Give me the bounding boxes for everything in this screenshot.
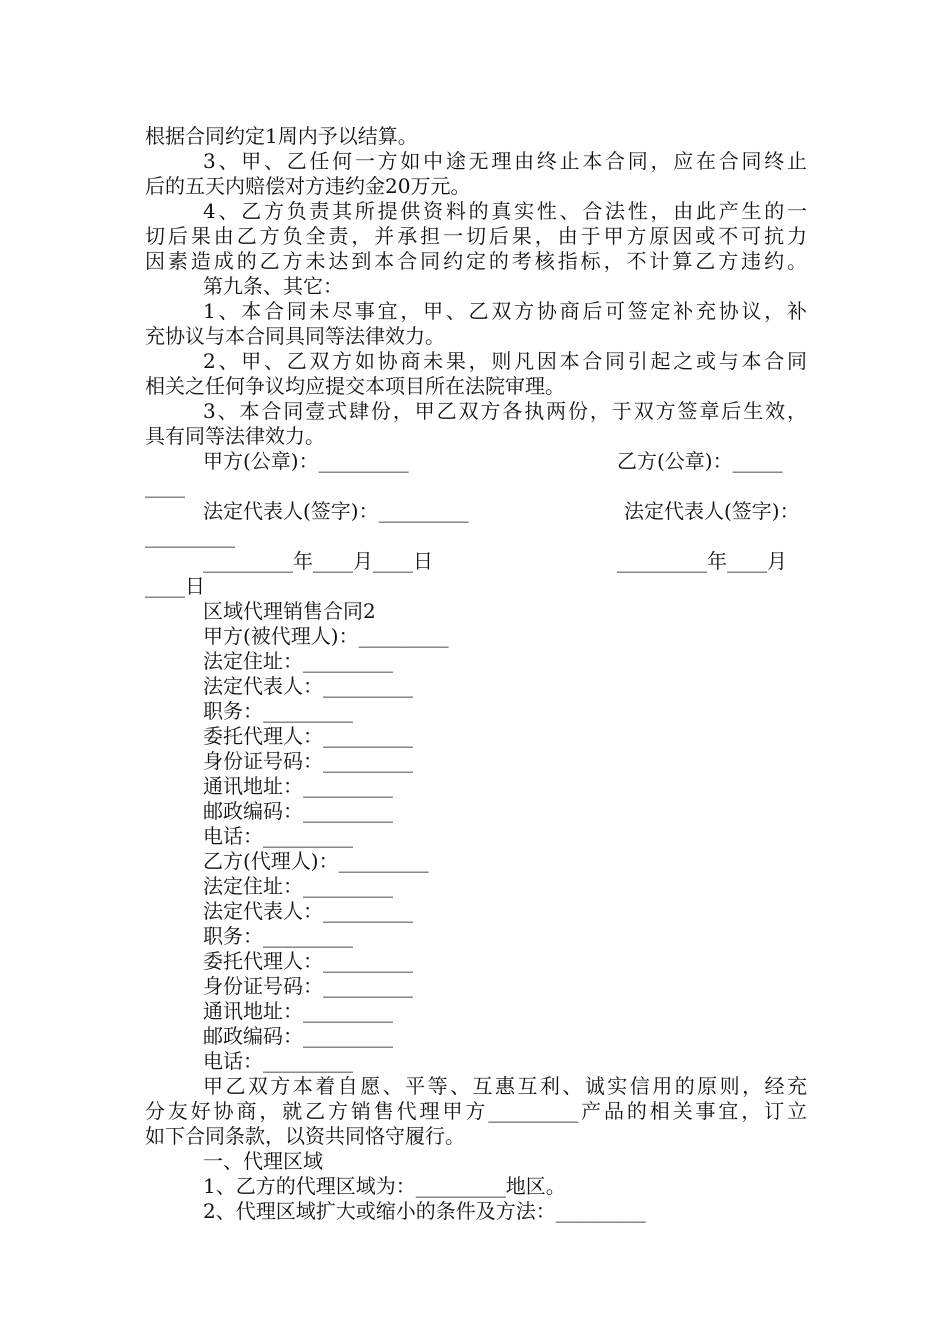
- party-b-id: 身份证号码：_________: [203, 974, 413, 998]
- signature-date-b: _________年____月: [617, 549, 787, 573]
- signature-party-b-cont: ____: [145, 474, 185, 498]
- signature-rep-a: 法定代表人(签字)：_________: [203, 499, 469, 523]
- party-b-postcode: 邮政编码：_________: [203, 1024, 393, 1048]
- clause-item: 1、乙方的代理区域为：_________地区。: [203, 1174, 566, 1198]
- section-heading: 第九条、其它：: [203, 274, 343, 298]
- party-a-agent: 委托代理人：_________: [203, 724, 413, 748]
- signature-party-a: 甲方(公章)：_________: [203, 449, 409, 473]
- text-line: 1、本合同未尽事宜，甲、乙双方协商后可签定补充协议，补: [203, 299, 807, 323]
- party-b-phone: 电话：_________: [203, 1049, 353, 1073]
- preamble-line: 如下合同条款，以资共同恪守履行。: [145, 1124, 465, 1148]
- text-line: 后的五天内赔偿对方违约金20万元。: [145, 174, 471, 198]
- signature-party-b: 乙方(公章)：_____: [617, 449, 783, 473]
- party-b-mail-address: 通讯地址：_________: [203, 999, 393, 1023]
- party-b-agent: 委托代理人：_________: [203, 949, 413, 973]
- text-line: 因素造成的乙方未达到本合同约定的考核指标，不计算乙方违约。: [145, 249, 807, 273]
- text-line: 根据合同约定1周内予以结算。: [145, 124, 418, 148]
- signature-date-b-cont: ____日: [145, 574, 205, 598]
- party-b-position: 职务：_________: [203, 924, 353, 948]
- text-line: 2、甲、乙双方如协商未果，则凡因本合同引起之或与本合同: [203, 349, 807, 373]
- party-b-header: 乙方(代理人)：_________: [203, 849, 429, 873]
- party-b-rep: 法定代表人：_________: [203, 899, 413, 923]
- party-a-rep: 法定代表人：_________: [203, 674, 413, 698]
- text-line: 具有同等法律效力。: [145, 424, 325, 448]
- text-line: 3、本合同壹式肆份，甲乙双方各执两份，于双方签章后生效，: [203, 399, 807, 423]
- text-line: 3、甲、乙任何一方如中途无理由终止本合同，应在合同终止: [203, 149, 807, 173]
- signature-rep-b-cont: _________: [145, 524, 235, 548]
- text-line: 相关之任何争议均应提交本项目所在法院审理。: [145, 374, 565, 398]
- party-a-mail-address: 通讯地址：_________: [203, 774, 393, 798]
- preamble-line: 甲乙双方本着自愿、平等、互惠互利、诚实信用的原则，经充: [203, 1074, 807, 1098]
- party-b-address: 法定住址：_________: [203, 874, 393, 898]
- party-a-postcode: 邮政编码：_________: [203, 799, 393, 823]
- preamble-line: 分友好协商，就乙方销售代理甲方_________产品的相关事宜，订立: [145, 1099, 807, 1123]
- party-a-address: 法定住址：_________: [203, 649, 393, 673]
- party-a-id: 身份证号码：_________: [203, 749, 413, 773]
- text-line: 充协议与本合同具同等法律效力。: [145, 324, 445, 348]
- text-line: 4、乙方负责其所提供资料的真实性、合法性，由此产生的一: [203, 199, 807, 223]
- text-line: 切后果由乙方负全责，并承担一切后果，由于甲方原因或不可抗力: [145, 224, 807, 248]
- party-a-header: 甲方(被代理人)：_________: [203, 624, 449, 648]
- signature-date-a: _________年____月____日: [203, 549, 433, 573]
- party-a-phone: 电话：_________: [203, 824, 353, 848]
- clause-item: 2、代理区域扩大或缩小的条件及方法：_________: [203, 1199, 646, 1223]
- signature-rep-b: 法定代表人(签字)：: [624, 499, 800, 523]
- section-heading: 一、代理区域: [203, 1149, 323, 1173]
- contract-title: 区域代理销售合同2: [203, 599, 376, 623]
- party-a-position: 职务：_________: [203, 699, 353, 723]
